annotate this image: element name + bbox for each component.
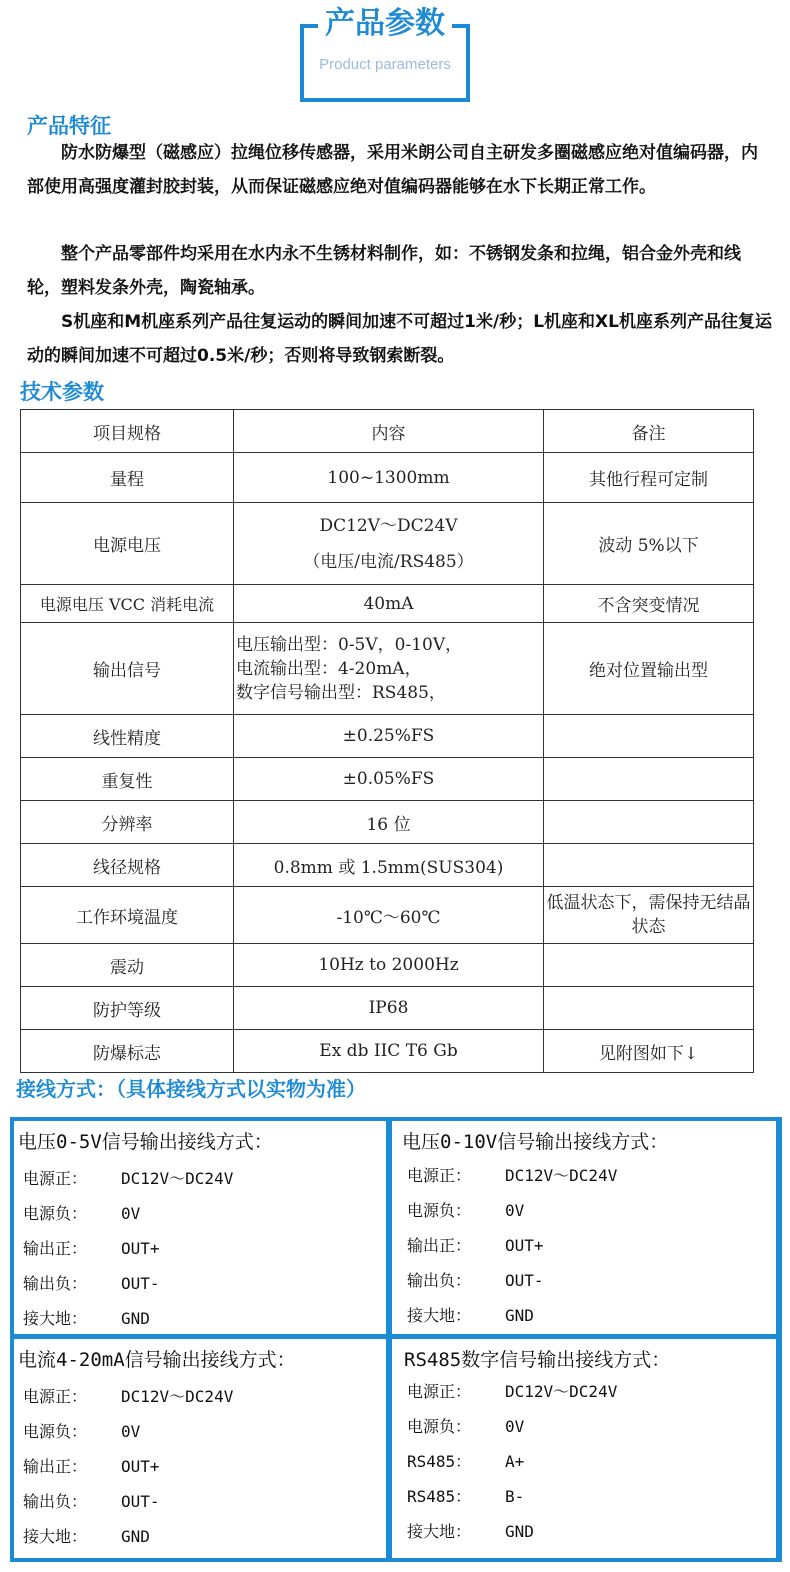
row-content: Ex db IIC T6 Gb (234, 1030, 544, 1073)
row-item: 重复性 (21, 758, 234, 801)
content-line: 数字信号输出型：RS485， (236, 682, 446, 703)
row-note: 低温状态下，需保持无结晶状态 (544, 887, 754, 944)
wiring-value: GND (505, 1522, 534, 1541)
row-item: 分辨率 (21, 801, 234, 844)
table-row (21, 801, 754, 844)
page-subtitle: Product parameters (319, 56, 451, 73)
wiring-value: DC12V～DC24V (121, 1169, 234, 1188)
wiring-value: 0V (505, 1417, 525, 1436)
row-item: 工作环境温度 (21, 887, 234, 944)
wiring-row (407, 1233, 544, 1256)
row-note: 波动 5%以下 (544, 503, 754, 585)
wiring-row (407, 1268, 544, 1291)
row-content: 16 位 (234, 801, 544, 844)
row-item: 线性精度 (21, 715, 234, 758)
wiring-row (23, 1384, 233, 1407)
wiring-row (23, 1524, 150, 1547)
wiring-value: OUT+ (505, 1236, 544, 1255)
row-item: 震动 (21, 944, 234, 987)
row-content: IP68 (234, 987, 544, 1030)
features-heading: 产品特征 (27, 114, 111, 138)
table-header-row (21, 410, 754, 453)
wiring-label: 接大地： (23, 1309, 88, 1328)
wiring-title: 电压0-10V信号输出接线方式： (402, 1131, 669, 1153)
wiring-value: OUT+ (121, 1239, 160, 1258)
row-content: 100~1300mm (234, 453, 544, 503)
page-title: 产品参数 (318, 6, 452, 42)
wiring-panel (10, 1117, 782, 1562)
row-item: 电源电压 (21, 503, 234, 585)
wiring-row (23, 1489, 160, 1512)
content-line: 电流输出型：4-20mA， (236, 658, 422, 679)
wiring-heading: 接线方式：（具体接线方式以实物为准） (16, 1077, 366, 1101)
header-content: 内容 (234, 410, 544, 453)
wiring-value: GND (505, 1306, 534, 1325)
wiring-label: 输出正： (23, 1239, 88, 1258)
table-row (21, 1030, 754, 1073)
features-paragraph-3: S机座和M机座系列产品往复运动的瞬间加速不可超过1米/秒；L机座和XL机座系列产品往复运动的瞬间加速不可超过0.5米/秒；否则将导致钢索断裂。 (27, 312, 772, 366)
wiring-value: GND (121, 1527, 150, 1546)
wiring-row (23, 1271, 160, 1294)
row-item: 防爆标志 (21, 1030, 234, 1073)
row-content: -10℃～60℃ (234, 887, 544, 944)
content-line: 电压输出型：0-5V，0-10V， (236, 634, 463, 655)
table-row (21, 844, 754, 887)
wiring-value: DC12V～DC24V (505, 1166, 618, 1185)
row-note: 不含突变情况 (544, 585, 754, 623)
wiring-label: 电源正： (23, 1387, 88, 1406)
wiring-label: 输出负： (23, 1492, 88, 1511)
wiring-value: OUT+ (121, 1457, 160, 1476)
row-content (234, 503, 544, 585)
wiring-value: DC12V～DC24V (505, 1382, 618, 1401)
wiring-value: OUT- (505, 1271, 544, 1290)
table-row (21, 453, 754, 503)
wiring-row (23, 1306, 150, 1329)
wiring-box-current-4-20ma (14, 1339, 386, 1558)
header-item: 项目规格 (21, 410, 234, 453)
row-note: 见附图如下↓ (544, 1030, 754, 1073)
wiring-row (407, 1414, 524, 1437)
table-row (21, 585, 754, 623)
row-content (234, 623, 544, 715)
wiring-row (407, 1379, 617, 1402)
table-row (21, 758, 754, 801)
wiring-box-voltage-5v (14, 1121, 386, 1334)
row-note: 其他行程可定制 (544, 453, 754, 503)
row-item: 电源电压 VCC 消耗电流 (21, 585, 234, 623)
wiring-row (407, 1198, 524, 1221)
row-content: 10Hz to 2000Hz (234, 944, 544, 987)
row-note (544, 987, 754, 1030)
row-item: 输出信号 (21, 623, 234, 715)
wiring-label: 电源正： (407, 1166, 472, 1185)
tech-heading: 技术参数 (20, 380, 104, 404)
wiring-value: 0V (121, 1204, 141, 1223)
wiring-title: RS485数字信号输出接线方式： (404, 1349, 671, 1371)
wiring-label: 接大地： (23, 1527, 88, 1546)
wiring-label: 电源负： (407, 1201, 472, 1220)
row-note (544, 715, 754, 758)
wiring-row (23, 1454, 160, 1477)
wiring-value: DC12V～DC24V (121, 1387, 234, 1406)
wiring-label: 电源负： (23, 1422, 88, 1441)
content-line: DC12V～DC24V (319, 515, 458, 536)
wiring-value: 0V (505, 1201, 525, 1220)
spec-table (20, 409, 754, 1073)
wiring-row (23, 1166, 233, 1189)
wiring-label: 输出正： (23, 1457, 88, 1476)
wiring-row (23, 1201, 140, 1224)
wiring-row (407, 1484, 524, 1507)
row-item: 线径规格 (21, 844, 234, 887)
wiring-value: OUT- (121, 1492, 160, 1511)
features-paragraph-1: 防水防爆型（磁感应）拉绳位移传感器，采用米朗公司自主研发多圈磁感应绝对值编码器，内部使用高强度灌封胶封装，从而保证磁感应绝对值编码器能够在水下长期正常工作。 (27, 143, 758, 197)
table-row (21, 623, 754, 715)
row-content: 40mA (234, 585, 544, 623)
wiring-label: 接大地： (407, 1306, 472, 1325)
row-item: 量程 (21, 453, 234, 503)
wiring-row (407, 1519, 534, 1542)
header-note: 备注 (544, 410, 754, 453)
row-note (544, 801, 754, 844)
wiring-row (23, 1419, 140, 1442)
content-line: （电压/电流/RS485） (303, 551, 474, 572)
wiring-label: 输出负： (407, 1271, 472, 1290)
wiring-label: RS485： (407, 1452, 472, 1471)
wiring-value: 0V (121, 1422, 141, 1441)
wiring-label: 电源正： (23, 1169, 88, 1188)
table-row (21, 715, 754, 758)
row-item: 防护等级 (21, 987, 234, 1030)
wiring-label: RS485： (407, 1487, 472, 1506)
table-row (21, 944, 754, 987)
wiring-title: 电压0-5V信号输出接线方式： (18, 1131, 273, 1153)
row-note (544, 758, 754, 801)
wiring-label: 电源负： (407, 1417, 472, 1436)
wiring-label: 电源负： (23, 1204, 88, 1223)
wiring-box-rs485 (392, 1339, 776, 1558)
row-content: ±0.05%FS (234, 758, 544, 801)
wiring-value: OUT- (121, 1274, 160, 1293)
row-note: 绝对位置输出型 (544, 623, 754, 715)
wiring-row (407, 1303, 534, 1326)
table-row (21, 503, 754, 585)
wiring-title: 电流4-20mA信号输出接线方式： (18, 1349, 296, 1371)
row-note (544, 944, 754, 987)
table-row (21, 887, 754, 944)
wiring-box-voltage-10v (392, 1121, 776, 1334)
row-note (544, 844, 754, 887)
wiring-label: 电源正： (407, 1382, 472, 1401)
wiring-row (23, 1236, 160, 1259)
row-content: ±0.25%FS (234, 715, 544, 758)
wiring-label: 输出正： (407, 1236, 472, 1255)
wiring-label: 接大地： (407, 1522, 472, 1541)
wiring-row (407, 1163, 617, 1186)
wiring-value: A+ (505, 1452, 525, 1471)
features-paragraph-2: 整个产品零部件均采用在水内永不生锈材料制作，如：不锈钢发条和拉绳，铝合金外壳和线轮，塑料发条外壳，陶瓷轴承。 (27, 244, 741, 298)
row-content: 0.8mm 或 1.5mm(SUS304) (234, 844, 544, 887)
wiring-value: GND (121, 1309, 150, 1328)
wiring-label: 输出负： (23, 1274, 88, 1293)
wiring-row (407, 1449, 524, 1472)
wiring-value: B- (505, 1487, 525, 1506)
table-row (21, 987, 754, 1030)
